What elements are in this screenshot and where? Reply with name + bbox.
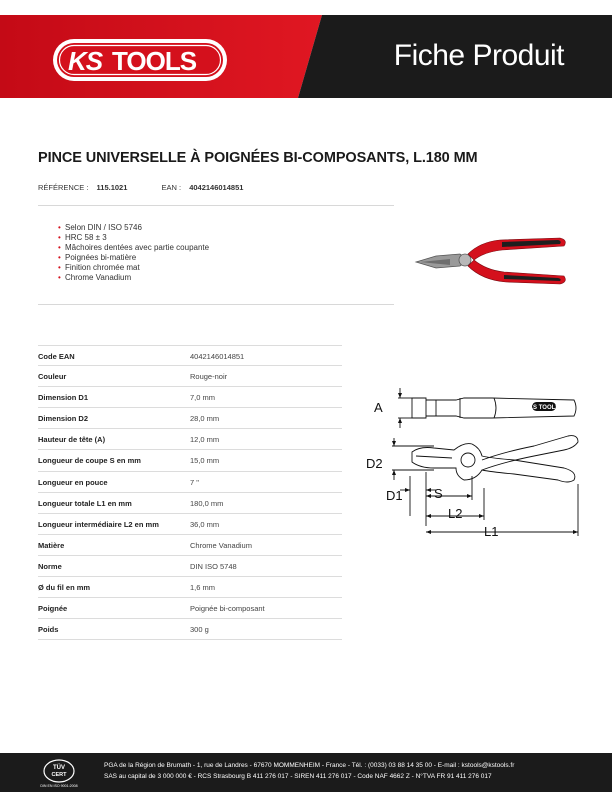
diagram-label-l1: L1 xyxy=(484,524,499,539)
table-row xyxy=(38,429,342,450)
reference-label: RÉFÉRENCE : xyxy=(38,183,89,192)
page-header xyxy=(0,0,612,124)
spec-value: 7 " xyxy=(190,477,199,487)
cert-mid-text: CERT xyxy=(51,772,67,778)
diagram-label-a: A xyxy=(374,400,383,415)
table-row xyxy=(38,387,342,408)
spec-label: Poignée xyxy=(38,604,68,614)
table-row xyxy=(38,408,342,429)
table-row xyxy=(38,514,342,535)
cert-bottom-text: DIN EN ISO 9001:2008 xyxy=(40,784,78,788)
divider-bottom xyxy=(38,304,394,305)
spec-value: DIN ISO 5748 xyxy=(190,561,237,571)
svg-text:KS: KS xyxy=(68,46,103,76)
product-title: PINCE UNIVERSELLE À POIGNÉES BI-COMPOSANTS, L.180 MM xyxy=(38,150,478,166)
spec-label: Longueur totale L1 en mm xyxy=(38,498,132,508)
spec-value: 180,0 mm xyxy=(190,498,224,508)
footer-address: PGA de la Région de Brumath - 1, rue de Landres - 67670 MOMMENHEIM - France - Tél. : (0033) 03 88 14 35 00 - E-mail : kstools@kstools.fr xyxy=(104,762,515,769)
feature-item: • Mâchoires dentées avec partie coupante xyxy=(58,243,209,253)
spec-label: Poids xyxy=(38,625,59,635)
table-row xyxy=(38,345,342,366)
spec-value: 28,0 mm xyxy=(190,414,220,424)
spec-value: 15,0 mm xyxy=(190,456,220,466)
spec-value: 12,0 mm xyxy=(190,435,220,445)
ks-tools-logo xyxy=(52,37,228,83)
tuv-cert-logo xyxy=(36,758,82,788)
diagram-label-d2: D2 xyxy=(366,456,383,471)
table-row xyxy=(38,577,342,598)
table-row xyxy=(38,366,342,387)
footer-legal: SAS au capital de 3 000 000 € - RCS Strasbourg B 411 276 017 - SIREN 411 276 017 - Code NAF 4662 Z - N°TVA FR 91 411 276 017 xyxy=(104,773,492,780)
spec-table xyxy=(38,345,342,640)
table-row xyxy=(38,493,342,514)
diagram-label-l2: L2 xyxy=(448,506,463,521)
spec-label: Couleur xyxy=(38,372,67,382)
cert-top-text: TÜV xyxy=(53,765,65,771)
spec-value: 4042146014851 xyxy=(190,352,245,361)
table-row xyxy=(38,598,342,619)
table-row xyxy=(38,556,342,577)
header-title: Fiche Produit xyxy=(393,39,564,72)
spec-label: Ø du fil en mm xyxy=(38,583,91,593)
table-row xyxy=(38,619,342,640)
divider-top xyxy=(38,205,394,206)
spec-value: 7,0 mm xyxy=(190,393,216,403)
spec-label: Code EAN xyxy=(38,352,75,361)
reference-value: 115.1021 xyxy=(96,183,128,192)
spec-value: Rouge-noir xyxy=(190,372,228,382)
spec-value: 1,6 mm xyxy=(190,583,216,593)
spec-value: 36,0 mm xyxy=(190,519,220,529)
spec-value: 300 g xyxy=(190,625,209,635)
feature-item: • HRC 58 ± 3 xyxy=(58,233,209,243)
diagram-handle-brand: KS TOOLS xyxy=(528,405,560,411)
pliers-product-image xyxy=(410,228,570,290)
diagram-label-s: S xyxy=(434,486,443,501)
spec-value: Chrome Vanadium xyxy=(190,540,252,550)
feature-list xyxy=(58,223,209,283)
table-row xyxy=(38,472,342,493)
table-row xyxy=(38,450,342,471)
table-row xyxy=(38,535,342,556)
spec-label: Longueur en pouce xyxy=(38,477,108,487)
ean-value: 4042146014851 xyxy=(189,183,244,192)
feature-item: • Finition chromée mat xyxy=(58,263,209,273)
ean-label: EAN : xyxy=(161,183,182,192)
page-footer xyxy=(0,753,612,792)
spec-label: Matière xyxy=(38,540,65,550)
dimension-diagram xyxy=(364,376,584,552)
feature-item: • Poignées bi-matière xyxy=(58,253,209,263)
feature-item: • Chrome Vanadium xyxy=(58,273,209,283)
reference-row xyxy=(38,183,243,192)
spec-label: Dimension D2 xyxy=(38,414,89,424)
diagram-label-d1: D1 xyxy=(386,488,403,503)
spec-label: Longueur de coupe S en mm xyxy=(38,456,141,466)
spec-label: Longueur intermédiaire L2 en mm xyxy=(38,519,159,529)
spec-label: Dimension D1 xyxy=(38,393,89,403)
spec-label: Hauteur de tête (A) xyxy=(38,435,106,445)
spec-value: Poignée bi-composant xyxy=(190,604,265,614)
spec-label: Norme xyxy=(38,561,62,571)
svg-text:TOOLS: TOOLS xyxy=(112,46,197,76)
feature-item: • Selon DIN / ISO 5746 xyxy=(58,223,209,233)
